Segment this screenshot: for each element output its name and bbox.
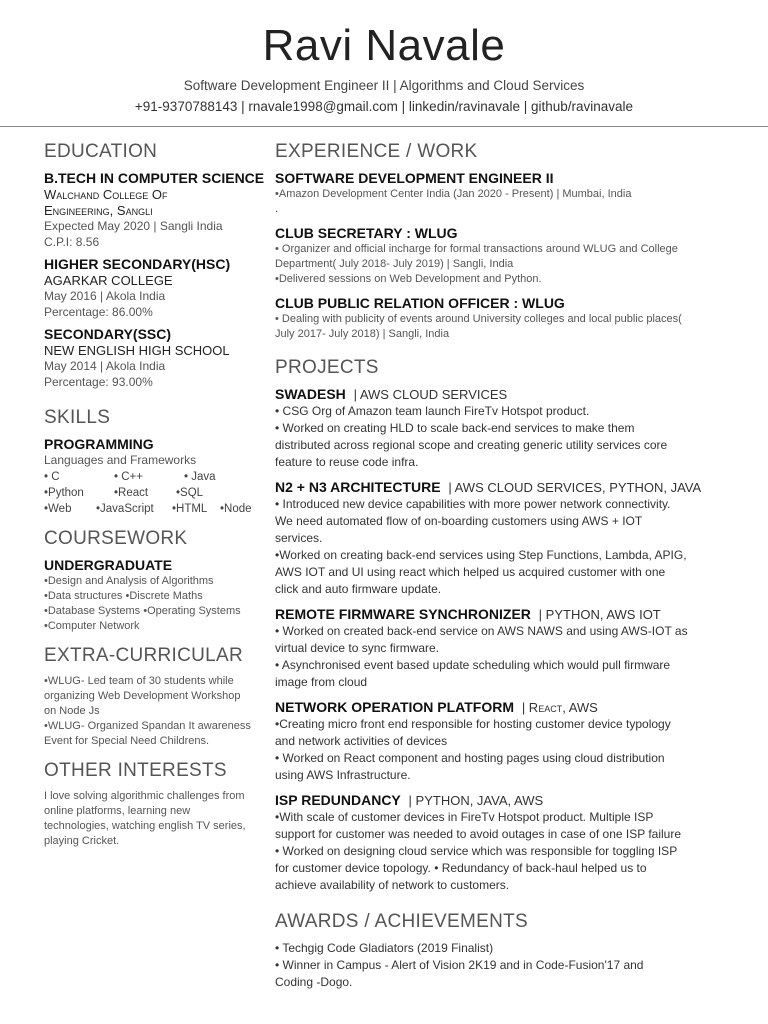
- project-line: achieve availability of network to customers.: [275, 878, 510, 892]
- section-title-awards: AWARDS / ACHIEVEMENTS: [275, 911, 528, 932]
- skill-item: •SQL: [176, 486, 204, 499]
- interests-line: technologies, watching english TV series,: [44, 819, 246, 832]
- project-line: • CSG Org of Amazon team launch FireTv Hotspot product.: [275, 404, 590, 418]
- skills-subheading: Languages and Frameworks: [44, 453, 197, 467]
- skill-item: •React: [114, 486, 149, 499]
- experience-line: Department( July 2018- July 2019) | Sangli, India: [275, 258, 514, 270]
- project-line: • Worked on creating HLD to scale back-end services to make them: [275, 421, 635, 435]
- project-line: using AWS Infrastructure.: [275, 768, 411, 782]
- project-line: click and auto firmware update.: [275, 582, 442, 596]
- right-column: [275, 140, 735, 991]
- project-line: distributed across regional scope and creating generic utility services core: [275, 438, 668, 452]
- coursework-section: [44, 527, 272, 634]
- skills-row: [44, 469, 272, 485]
- project-line: • Worked on created back-end service on AWS NAWS and using AWS-IOT as: [275, 624, 688, 638]
- coursework-line: •Data structures •Discrete Maths: [44, 589, 203, 602]
- interests-line: playing Cricket.: [44, 834, 120, 847]
- skill-item: • Java: [184, 470, 216, 483]
- project-line: virtual device to sync firmware.: [275, 641, 440, 655]
- degree-title: HIGHER SECONDARY(HSC): [44, 256, 231, 272]
- project-name: SWADESH: [275, 386, 346, 402]
- education-section: [44, 140, 272, 390]
- coursework-line: •Computer Network: [44, 619, 140, 632]
- experience-role: CLUB PUBLIC RELATION OFFICER : WLUG: [275, 295, 565, 311]
- experience-role: CLUB SECRETARY : WLUG: [275, 225, 458, 241]
- skill-item: • C: [44, 470, 60, 483]
- interests-section: [44, 759, 272, 849]
- project-tech: | AWS CLOUD SERVICES: [353, 387, 508, 402]
- experience-item: [275, 170, 735, 217]
- experience-line: July 2017- July 2018) | Sangli, India: [275, 328, 450, 340]
- project-line: • Worked on designing cloud service which was responsible for toggling ISP: [275, 844, 678, 858]
- school-name: NEW ENGLISH HIGH SCHOOL: [44, 343, 230, 358]
- project-line: AWS IOT and UI using react which helped us acquired customer with one: [275, 565, 666, 579]
- project-tech: | PYTHON, JAVA, AWS: [408, 793, 544, 808]
- skill-item: •JavaScript: [96, 502, 154, 515]
- project-line: • Asynchronised event based update scheduling which would pull firmware: [275, 658, 671, 672]
- project-item: [275, 479, 735, 598]
- degree-title: SECONDARY(SSC): [44, 326, 172, 342]
- project-tech: | React, AWS: [521, 700, 598, 715]
- resume-header: [0, 0, 768, 114]
- project-line: support for customer was needed to avoid outages in case of one ISP failure: [275, 827, 682, 841]
- extracurricular-line: Event for Special Need Childrens.: [44, 734, 210, 747]
- project-name: REMOTE FIRMWARE SYNCHRONIZER: [275, 606, 531, 622]
- project-item: [275, 606, 735, 691]
- experience-line: • Organizer and official incharge for formal transactions around WLUG and College: [275, 243, 678, 255]
- project-line: feature to reuse code infra.: [275, 455, 419, 469]
- interests-line: I love solving algorithmic challenges from: [44, 789, 245, 802]
- extracurricular-line: organizing Web Development Workshop: [44, 689, 241, 702]
- coursework-line: •Design and Analysis of Algorithms: [44, 574, 214, 587]
- experience-role: SOFTWARE DEVELOPMENT ENGINEER II: [275, 170, 554, 186]
- experience-item: [275, 295, 735, 342]
- project-tech: | AWS CLOUD SERVICES, PYTHON, JAVA: [448, 480, 702, 495]
- skills-heading: PROGRAMMING: [44, 436, 154, 452]
- section-title-skills: SKILLS: [44, 407, 111, 428]
- education-hsc: [44, 256, 272, 320]
- project-header: [275, 606, 735, 623]
- education-ssc: [44, 326, 272, 390]
- experience-section: [275, 140, 735, 342]
- education-date: May 2016 | Akola India: [44, 289, 166, 303]
- skill-item: •HTML: [172, 502, 208, 515]
- skill-item: •Node: [220, 502, 252, 515]
- project-line: • Introduced new device capabilities with more power network connectivity.: [275, 497, 671, 511]
- skill-item: • C++: [114, 470, 143, 483]
- award-line: • Techgig Code Gladiators (2019 Finalist): [275, 941, 494, 955]
- project-header: [275, 699, 735, 716]
- left-column: [44, 140, 272, 849]
- education-date: May 2014 | Akola India: [44, 359, 166, 373]
- project-line: • Worked on React component and hosting pages using cloud distribution: [275, 751, 665, 765]
- awards-section: [275, 910, 735, 991]
- candidate-subtitle: Software Development Engineer II | Algorithms and Cloud Services: [183, 78, 585, 93]
- project-name: N2 + N3 ARCHITECTURE: [275, 479, 441, 495]
- coursework-heading: UNDERGRADUATE: [44, 556, 173, 573]
- school-name: AGARKAR COLLEGE: [44, 273, 173, 288]
- extracurricular-line: •WLUG- Organized Spandan It awareness: [44, 719, 251, 732]
- interests-line: online platforms, learning new: [44, 804, 191, 817]
- project-line: services.: [275, 531, 323, 545]
- contact-line: +91-9370788143 | rnavale1998@gmail.com | linkedin/ravinavale | github/ravinavale: [134, 99, 634, 114]
- extracurricular-line: on Node Js: [44, 704, 100, 717]
- project-line: for customer device topology. • Redundancy of back-haul helped us to: [275, 861, 647, 875]
- project-line: •Creating micro front end responsible for hosting customer device typology: [275, 717, 671, 731]
- section-title-extracurricular: EXTRA-CURRICULAR: [44, 644, 244, 666]
- project-item: [275, 386, 735, 471]
- skill-item: •Web: [44, 502, 72, 515]
- education-percentage: Percentage: 93.00%: [44, 374, 153, 389]
- experience-line: .: [275, 203, 279, 215]
- section-title-projects: PROJECTS: [275, 357, 379, 378]
- header-divider: [0, 126, 768, 127]
- projects-section: [275, 356, 735, 894]
- candidate-name: Ravi Navale: [262, 21, 506, 70]
- section-title-coursework: COURSEWORK: [44, 527, 188, 549]
- skills-row: [44, 485, 272, 501]
- project-line: image from cloud: [275, 675, 368, 689]
- award-line: • Winner in Campus - Alert of Vision 2K19 and in Code-Fusion'17 and: [275, 958, 644, 972]
- degree-title: B.TECH IN COMPUTER SCIENCE: [44, 170, 265, 186]
- coursework-line: •Database Systems •Operating Systems: [44, 604, 241, 617]
- section-title-interests: OTHER INTERESTS: [44, 759, 227, 781]
- project-tech: | PYTHON, AWS IOT: [538, 607, 661, 622]
- project-name: ISP REDUNDANCY: [275, 792, 401, 808]
- project-line: •Worked on creating back-end services using Step Functions, Lambda, APIG,: [275, 548, 687, 562]
- college-name-line2: Engineering, Sangli: [44, 203, 153, 218]
- college-name-line1: Walchand College Of: [44, 187, 168, 202]
- extracurricular-line: •WLUG- Led team of 30 students while: [44, 674, 234, 687]
- project-header: [275, 386, 735, 403]
- skills-row: [44, 501, 272, 517]
- award-line: Coding -Dogo.: [275, 975, 353, 989]
- education-date: Expected May 2020 | Sangli India: [44, 219, 223, 233]
- project-line: and network activities of devices: [275, 734, 448, 748]
- project-item: [275, 792, 735, 894]
- education-cpi: C.P.I: 8.56: [44, 234, 100, 249]
- project-line: We need automated flow of on-boarding customers using AWS + IOT: [275, 514, 643, 528]
- experience-line: •Delivered sessions on Web Development and Python.: [275, 273, 542, 285]
- education-btech: [44, 170, 272, 250]
- project-header: [275, 479, 735, 496]
- extracurricular-section: [44, 644, 272, 749]
- project-header: [275, 792, 735, 809]
- skills-section: [44, 406, 272, 517]
- experience-line: • Dealing with publicity of events around University colleges and local public places(: [275, 313, 682, 325]
- project-item: [275, 699, 735, 784]
- project-name: NETWORK OPERATION PLATFORM: [275, 699, 515, 715]
- education-percentage: Percentage: 86.00%: [44, 304, 153, 319]
- project-line: •With scale of customer devices in FireTv Hotspot product. Multiple ISP: [275, 810, 654, 824]
- experience-item: [275, 225, 735, 287]
- section-title-experience: EXPERIENCE / WORK: [275, 141, 478, 162]
- section-title-education: EDUCATION: [44, 141, 158, 162]
- skill-item: •Python: [44, 486, 84, 499]
- experience-line: •Amazon Development Center India (Jan 2020 - Present) | Mumbai, India: [275, 188, 632, 200]
